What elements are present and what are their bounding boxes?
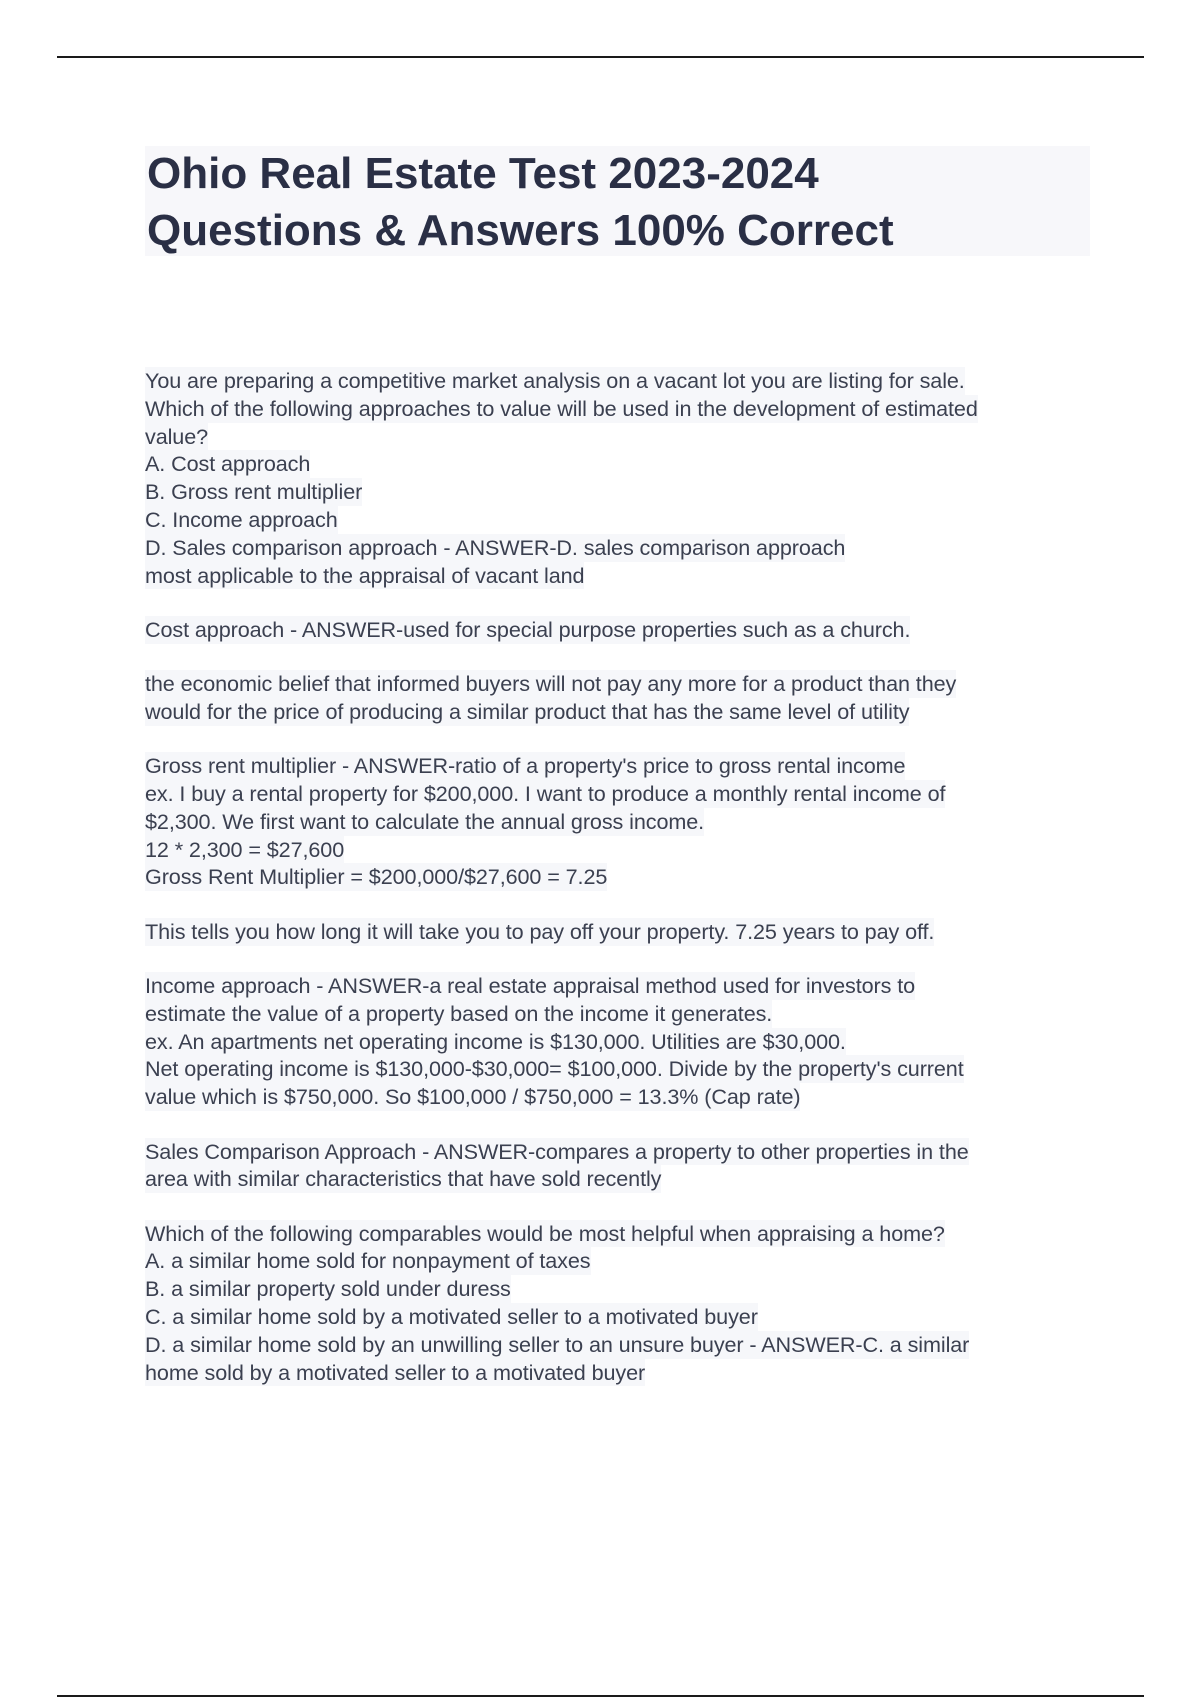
text-line: ex. I buy a rental property for $200,000. I want to produce a monthly rental income of bbox=[145, 781, 946, 807]
cost-approach-explanation bbox=[145, 670, 1090, 726]
text-line: This tells you how long it will take you to pay off your property. 7.25 years to pay off. bbox=[145, 918, 935, 944]
top-divider bbox=[57, 56, 1144, 58]
grm-payoff-note bbox=[145, 918, 1090, 946]
question-cma-vacant-lot bbox=[145, 367, 1090, 589]
term-sales-comparison-approach bbox=[145, 1138, 1090, 1194]
document-body bbox=[145, 367, 1090, 1413]
text-line: ex. An apartments net operating income is $130,000. Utilities are $30,000. bbox=[145, 1028, 846, 1054]
text-line: Gross Rent Multiplier = $200,000/$27,600 = 7.25 bbox=[145, 864, 608, 890]
text-line: D. a similar home sold by an unwilling seller to an unsure buyer - ANSWER-C. a similar bbox=[145, 1331, 970, 1357]
text-line: Which of the following approaches to value will be used in the development of estimated bbox=[145, 395, 978, 421]
text-line: most applicable to the appraisal of vacant land bbox=[145, 562, 585, 588]
text-line: value which is $750,000. So $100,000 / $750,000 = 13.3% (Cap rate) bbox=[145, 1084, 801, 1110]
text-line: Gross rent multiplier - ANSWER-ratio of a property's price to gross rental income bbox=[145, 753, 906, 779]
text-line: the economic belief that informed buyers will not pay any more for a product than they bbox=[145, 671, 957, 697]
bottom-divider bbox=[57, 1695, 1144, 1697]
text-line: value? bbox=[145, 423, 209, 449]
text-line: D. Sales comparison approach - ANSWER-D. sales comparison approach bbox=[145, 534, 846, 560]
text-line: B. a similar property sold under duress bbox=[145, 1276, 511, 1302]
text-line: You are preparing a competitive market analysis on a vacant lot you are listing for sale. bbox=[145, 368, 965, 393]
text-line: would for the price of producing a similar product that has the same level of utility bbox=[145, 698, 910, 724]
title-line-2: Questions & Answers 100% Correct bbox=[147, 206, 894, 255]
text-line: Income approach - ANSWER-a real estate appraisal method used for investors to bbox=[145, 973, 916, 999]
title-line-1: Ohio Real Estate Test 2023-2024 bbox=[147, 149, 819, 198]
text-line: A. Cost approach bbox=[145, 451, 311, 477]
text-line: Which of the following comparables would be most helpful when appraising a home? bbox=[145, 1220, 945, 1246]
term-cost-approach bbox=[145, 616, 1090, 644]
text-line: Cost approach - ANSWER-used for special purpose properties such as a church. bbox=[145, 616, 911, 642]
text-line: estimate the value of a property based on the income it generates. bbox=[145, 1000, 773, 1026]
text-line: A. a similar home sold for nonpayment of taxes bbox=[145, 1248, 591, 1274]
question-helpful-comparables bbox=[145, 1220, 1090, 1387]
text-line: Sales Comparison Approach - ANSWER-compares a property to other properties in the bbox=[145, 1138, 969, 1164]
term-gross-rent-multiplier bbox=[145, 752, 1090, 891]
text-line: home sold by a motivated seller to a motivated buyer bbox=[145, 1359, 646, 1385]
text-line: $2,300. We first want to calculate the annual gross income. bbox=[145, 808, 705, 834]
text-line: Net operating income is $130,000-$30,000= $100,000. Divide by the property's current bbox=[145, 1056, 964, 1082]
term-income-approach bbox=[145, 972, 1090, 1111]
document-title bbox=[145, 146, 1090, 256]
text-line: B. Gross rent multiplier bbox=[145, 479, 363, 505]
text-line: 12 * 2,300 = $27,600 bbox=[145, 836, 345, 862]
text-line: area with similar characteristics that have sold recently bbox=[145, 1166, 662, 1192]
text-line: C. Income approach bbox=[145, 506, 338, 532]
text-line: C. a similar home sold by a motivated seller to a motivated buyer bbox=[145, 1304, 758, 1330]
